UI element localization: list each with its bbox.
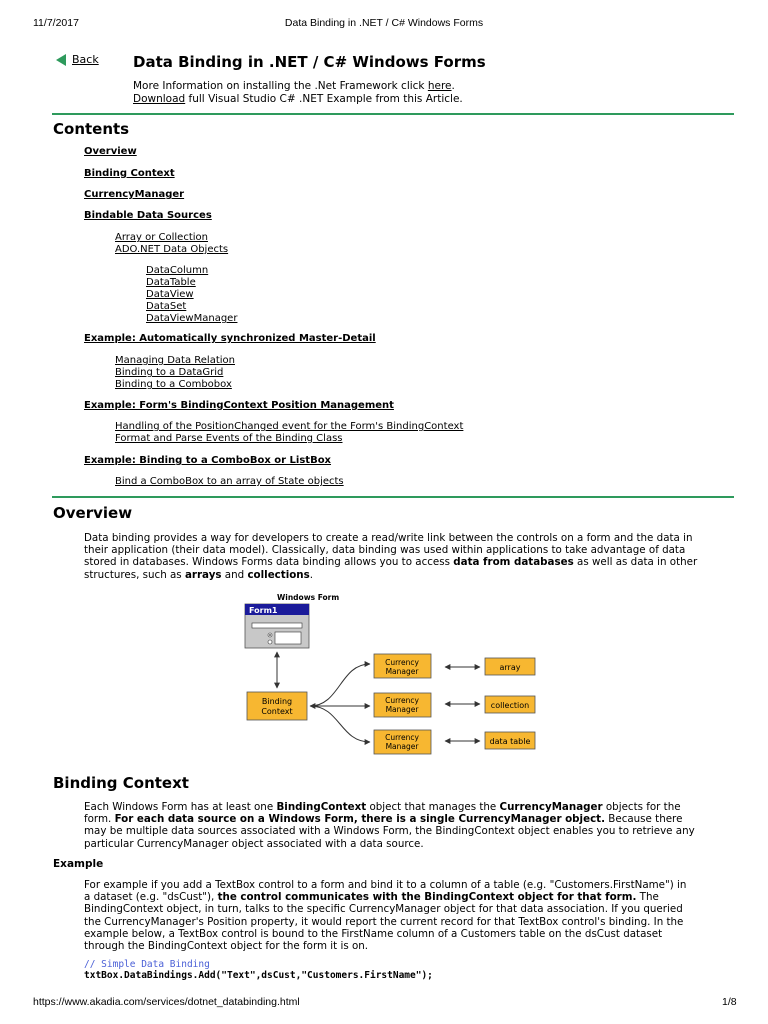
code-comment: // Simple Data Binding — [84, 959, 210, 970]
print-page-number: 1/8 — [722, 996, 737, 1008]
ex-text: through the BindingContext object for the form it is on. — [84, 940, 369, 953]
example-paragraph — [84, 879, 724, 952]
toc-bindable[interactable]: Bindable Data Sources — [84, 210, 212, 221]
bc-text: object that manages the — [366, 801, 500, 813]
toc-datatable[interactable]: DataTable — [146, 277, 196, 288]
bc-text: Each Windows Form has at least one — [84, 801, 277, 813]
intro — [133, 80, 463, 105]
bc-text: Because there — [605, 813, 683, 826]
toc-dataview[interactable]: DataView — [146, 289, 194, 300]
toc-format-parse[interactable]: Format and Parse Events of the Binding Class — [115, 433, 343, 444]
ex-text: For example if you add a TextBox control to a form and bind it to a column of a table (e.g. "Customers.FirstName") in — [84, 879, 687, 891]
example-heading: Example — [53, 858, 104, 870]
overview-line: structures, such as — [84, 568, 185, 581]
branch-arrow — [310, 706, 370, 742]
binding-context-label: Context — [261, 707, 293, 716]
cm-label: Manager — [385, 742, 419, 751]
ex-text: The — [636, 891, 659, 904]
ex-text: the CurrencyManager's Position property, it would report the current record for that TextBox control's binding. In the — [84, 915, 684, 928]
toc-array-collection[interactable]: Array or Collection — [115, 232, 208, 243]
toc-bind-combobox-array[interactable]: Bind a ComboBox to an array of State objects — [115, 476, 344, 487]
overview-line: Data binding provides a way for developers to create a read/write link between the controls on a form and the data in — [84, 532, 693, 544]
toc-managing-relation[interactable]: Managing Data Relation — [115, 355, 235, 366]
back-label: Back — [72, 53, 99, 66]
ex-text: example below, a TextBox control is bound to the FirstName column of a Customers table on the dsCust dataset — [84, 927, 663, 940]
binding-context-paragraph — [84, 801, 724, 850]
toc-example-position[interactable]: Example: Form's BindingContext Position Management — [84, 400, 394, 411]
contents-heading: Contents — [53, 120, 130, 138]
toc-binding-context[interactable]: Binding Context — [84, 168, 175, 179]
bc-bold: For each data source on a Windows Form, there is a single CurrencyManager object. — [114, 813, 606, 826]
print-url: https://www.akadia.com/services/dotnet_databinding.html — [33, 996, 300, 1008]
intro-text: More Information on installing the .Net Framework click — [133, 80, 428, 92]
form-radio — [268, 640, 272, 644]
cm-label: Currency — [385, 733, 419, 742]
data-table-label: data table — [489, 737, 531, 746]
cm-label: Manager — [385, 705, 419, 714]
form-window — [245, 604, 309, 648]
print-date: 11/7/2017 — [33, 17, 79, 29]
overview-line: as well as data in other — [573, 556, 698, 569]
binding-diagram — [230, 590, 560, 760]
collection-label: collection — [490, 701, 530, 710]
toc-ado-objects[interactable]: ADO.NET Data Objects — [115, 244, 229, 255]
toc-currency-manager[interactable]: CurrencyManager — [84, 189, 185, 200]
cm-label: Currency — [385, 658, 419, 667]
overview-bold: arrays — [184, 568, 222, 581]
cm-label: Currency — [385, 696, 419, 705]
bc-bold: BindingContext — [276, 801, 367, 813]
toc-datacolumn[interactable]: DataColumn — [146, 265, 209, 276]
divider — [52, 113, 734, 115]
download-link[interactable]: Download — [133, 92, 186, 105]
toc-example-combobox[interactable]: Example: Binding to a ComboBox or ListBox — [84, 455, 332, 466]
back-arrow-icon — [56, 54, 66, 66]
back-link[interactable] — [56, 53, 99, 66]
form-listbox — [275, 632, 301, 644]
overview-heading: Overview — [53, 504, 133, 522]
code-sample — [84, 959, 433, 981]
code-statement: txtBox.DataBindings.Add("Text",dsCust,"Customers.FirstName"); — [84, 970, 433, 981]
divider — [52, 496, 734, 498]
diagram-caption: Windows Form — [277, 593, 340, 602]
overview-line: and — [221, 568, 248, 581]
toc-overview[interactable]: Overview — [84, 146, 137, 157]
overview-line: stored in databases. Windows Forms data binding allows you to access — [84, 556, 454, 569]
bc-text: particular CurrencyManager object associated with a data source. — [84, 837, 424, 850]
here-link[interactable]: here — [427, 80, 452, 92]
ex-text: a dataset (e.g. "dsCust"), — [84, 891, 218, 904]
cm-label: Manager — [385, 667, 419, 676]
overview-line: their application (their data model). Classically, data binding was used within applications to take advantage of data — [84, 544, 686, 557]
download-text: full Visual Studio C# .NET Example from this Article. — [185, 92, 463, 105]
array-label: array — [499, 663, 521, 672]
toc-binding-combobox[interactable]: Binding to a Combobox — [115, 379, 232, 390]
overview-paragraph — [84, 532, 724, 581]
bc-bold: CurrencyManager — [499, 801, 603, 813]
form-textbox — [252, 623, 302, 628]
ex-text: BindingContext object, in turn, talks to the specific CurrencyManager object for that data association. If you queried — [84, 903, 683, 916]
overview-bold: collections — [247, 568, 310, 581]
page-title: Data Binding in .NET / C# Windows Forms — [133, 53, 486, 71]
binding-context-label: Binding — [261, 697, 293, 706]
overview-bold: data from databases — [453, 556, 574, 569]
toc-example-master-detail[interactable]: Example: Automatically synchronized Master-Detail — [84, 333, 376, 344]
toc-binding-datagrid[interactable]: Binding to a DataGrid — [115, 367, 224, 378]
intro-period: . — [451, 80, 455, 92]
toc-dataviewmanager[interactable]: DataViewManager — [146, 313, 238, 324]
bc-text: objects for the — [602, 801, 681, 813]
toc-position-changed[interactable]: Handling of the PositionChanged event for the Form's BindingContext — [115, 421, 464, 432]
branch-arrow — [310, 664, 370, 706]
binding-context-heading: Binding Context — [53, 774, 189, 792]
overview-line: . — [309, 568, 314, 581]
print-title: Data Binding in .NET / C# Windows Forms — [284, 17, 484, 29]
ex-bold: the control communicates with the BindingContext object for that form. — [217, 891, 637, 904]
toc-dataset[interactable]: DataSet — [146, 301, 187, 312]
bc-text: may be multiple data sources associated with a Windows Form, the BindingContext object enables you to retrieve any — [84, 825, 695, 838]
form-title: Form1 — [249, 606, 278, 615]
bc-text: form. — [84, 813, 115, 826]
